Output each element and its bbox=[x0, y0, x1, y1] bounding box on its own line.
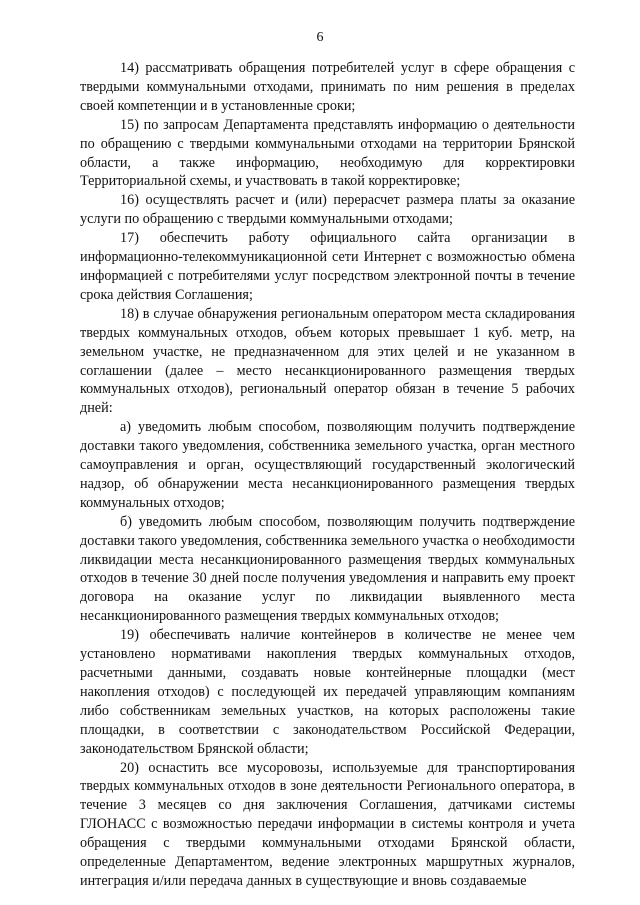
subparagraph-a: а) уведомить любым способом, позволяющим получить подтверждение доставки такого уведомления, собственника земельного участка, орган местного самоуправления и орган, осуществляющий государственный экологический надзор, об обнаружении места несанкционированного размещения твердых коммунальных отходов; bbox=[80, 419, 575, 511]
page-number: 6 bbox=[316, 30, 324, 45]
paragraph-17: 17) обеспечить работу официального сайта организации в информационно-телекоммуникационной сети Интернет с возможностью обмена информацией с потребителями услуг посредством электронной почты в течение срока действия Соглашения; bbox=[80, 230, 575, 303]
paragraph-19: 19) обеспечивать наличие контейнеров в количестве не менее чем установлено нормативами накопления твердых коммунальных отходов, расчетными данными, создавать новые контейнерные площадки (мест накопления отходов) с последующей их передачей управляющим компаниям либо собственникам земельных участков, на которых расположены такие площадки, в соответствии с законодательством Российской Федерации, законодательством Брянской области; bbox=[80, 627, 575, 757]
paragraph-14: 14) рассматривать обращения потребителей услуг в сфере обращения с твердыми коммунальными отходами, принимать по ним решения в пределах своей компетенции и в установленные сроки; bbox=[80, 60, 575, 114]
paragraph-16: 16) осуществлять расчет и (или) перерасчет размера платы за оказание услуги по обращению с твердыми коммунальными отходами; bbox=[80, 192, 575, 228]
paragraph-18: 18) в случае обнаружения региональным оператором места складирования твердых коммунальных отходов, объем которых превышает 1 куб. метр, на земельном участке, не предназначенном для этих целей и не указанном в соглашении (далее – место несанкционированного размещения твердых коммунальных отходов), региональный оператор обязан в течение 5 рабочих дней: bbox=[80, 305, 575, 417]
paragraph-20: 20) оснастить все мусоровозы, используемые для транспортирования твердых коммунальных отходов в зоне деятельности Регионального оператора, в течение 3 месяцев со дня заключения Соглашения, датчиками системы ГЛОНАСС с возможностью передачи информации в системы контроля и учета обращения с твердыми коммунальными отходами Брянской области, определенные Департаментом, ведение электронных маршрутных журналов, интеграция и/или передача данных в существующие и вновь создаваемые bbox=[80, 759, 575, 889]
subparagraph-b: б) уведомить любым способом, позволяющим получить подтверждение доставки такого уведомления, собственника земельного участка о необходимости ликвидации места несанкционированного размещения твердых коммунальных отходов в течение 30 дней после получения уведомления и направить ему проект договора на оказание услуг по ликвидации выявленного места несанкционированного размещения твердых коммунальных отходов; bbox=[80, 513, 575, 625]
document-body bbox=[80, 59, 575, 891]
paragraph-15: 15) по запросам Департамента представлять информацию о деятельности по обращению с твердыми коммунальными отходами на территории Брянской области, а также информацию, необходимую для корректировки Территориальной схемы, и участвовать в такой корректировке; bbox=[80, 116, 575, 190]
